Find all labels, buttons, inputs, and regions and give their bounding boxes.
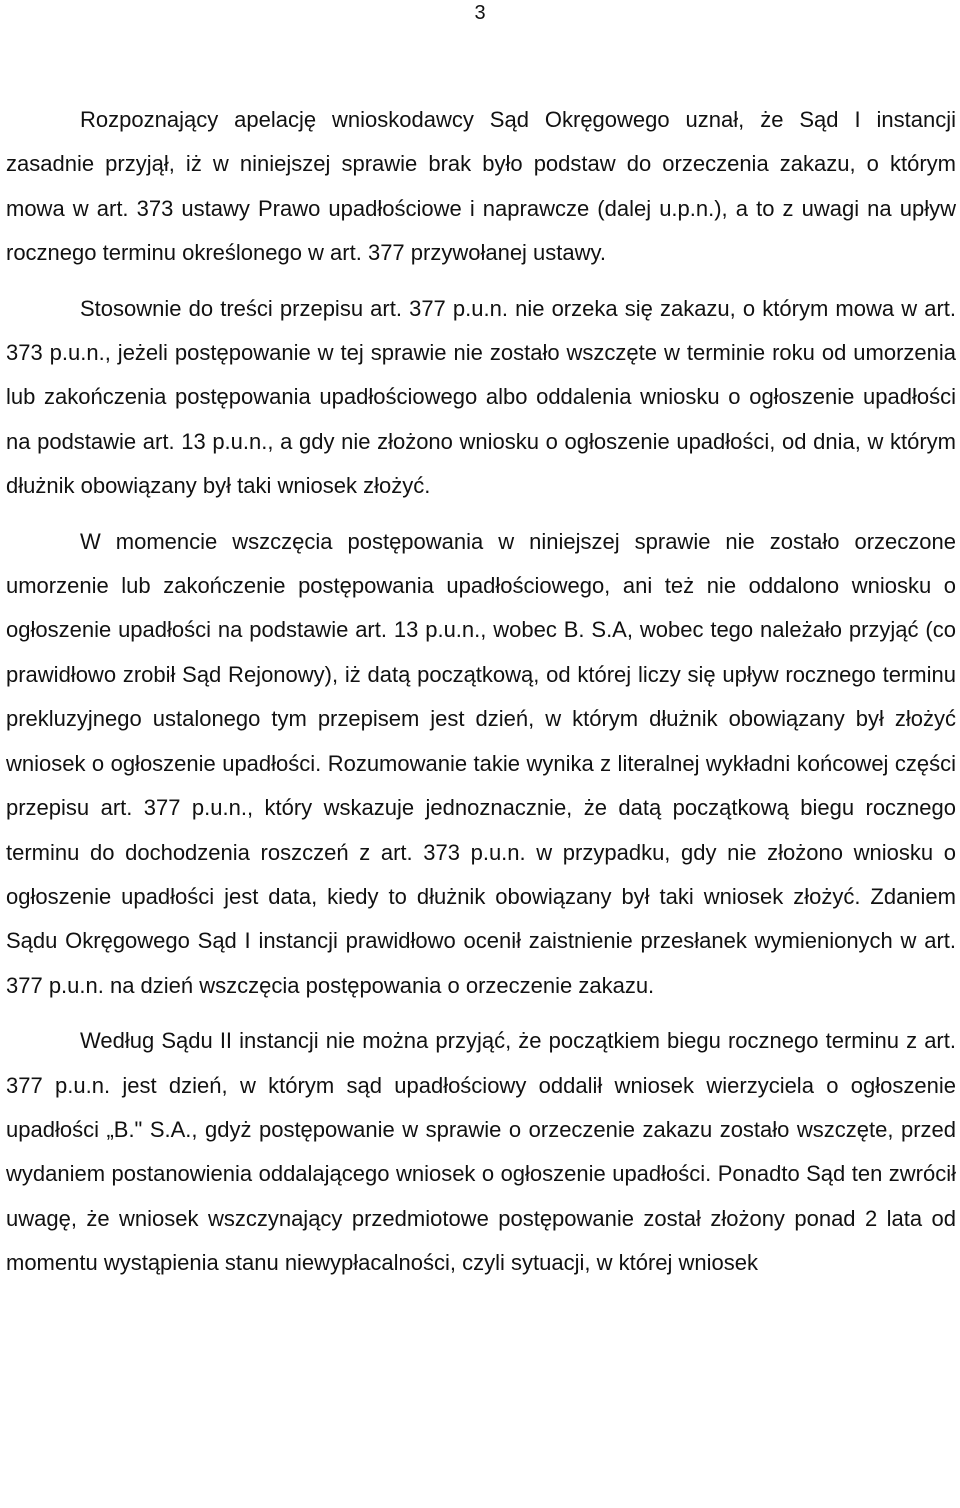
- paragraph-initiation-analysis: W momencie wszczęcia postępowania w niniejszej sprawie nie zostało orzeczone umorzenie lub zakończenie postępowania upadłościowego, ani też nie oddalono wniosku o ogłoszenie upadłości na podstawie art. 13 p.u.n., wobec B. S.A, wobec tego należało przyjąć (co prawidłowo zrobił Sąd Rejonowy), iż datą początkową, od której liczy się upływ rocznego terminu prekluzyjnego ustalonego tym przepisem jest dzień, w którym dłużnik obowiązany był złożyć wniosek o ogłoszenie upadłości. Rozumowanie takie wynika z literalnej wykładni końcowej części przepisu art. 377 p.u.n., który wskazuje jednoznacznie, że datą początkową biegu rocznego terminu do dochodzenia roszczeń z art. 373 p.u.n. w przypadku, gdy nie złożono wniosku o ogłoszenie upadłości jest data, kiedy to dłużnik obowiązany był taki wniosek złożyć. Zdaniem Sądu Okręgowego Sąd I instancji prawidłowo ocenił zaistnienie przesłanek wymienionych w art. 377 p.u.n. na dzień wszczęcia postępowania o orzeczenie zakazu.: [6, 528, 956, 998]
- document-body: [6, 98, 956, 1286]
- paragraph-appeal-ruling: Rozpoznający apelację wnioskodawcy Sąd Okręgowego uznał, że Sąd I instancji zasadnie przyjął, iż w niniejszej sprawie brak było podstaw do orzeczenia zakazu, o którym mowa w art. 373 ustawy Prawo upadłościowe i naprawcze (dalej u.p.n.), a to z uwagi na upływ rocznego terminu określonego w art. 377 przywołanej ustawy.: [6, 107, 956, 266]
- paragraph-second-instance-view: Według Sądu II instancji nie można przyjąć, że początkiem biegu rocznego terminu z art. 377 p.u.n. jest dzień, w którym sąd upadłościowy oddalił wniosek wierzyciela o ogłoszenie upadłości „B." S.A., gdyż postępowanie w sprawie o orzeczenie zakazu zostało wszczęte, przed wydaniem postanowienia oddalającego wniosek o ogłoszenie upadłości. Ponadto Sąd ten zwrócił uwagę, że wniosek wszczynający przedmiotowe postępowanie został złożony ponad 2 lata od momentu wystąpienia stanu niewypłacalności, czyli sytuacji, w której wniosek: [6, 1028, 956, 1276]
- paragraph-article-377: Stosownie do treści przepisu art. 377 p.u.n. nie orzeka się zakazu, o którym mowa w art. 373 p.u.n., jeżeli postępowanie w tej sprawie nie zostało wszczęte w terminie roku od umorzenia lub zakończenia postępowania upadłościowego albo oddalenia wniosku o ogłoszenie upadłości na podstawie art. 13 p.u.n., a gdy nie złożono wniosku o ogłoszenie upadłości, od dnia, w którym dłużnik obowiązany był taki wniosek złożyć.: [6, 295, 956, 499]
- page-number: 3: [474, 2, 486, 24]
